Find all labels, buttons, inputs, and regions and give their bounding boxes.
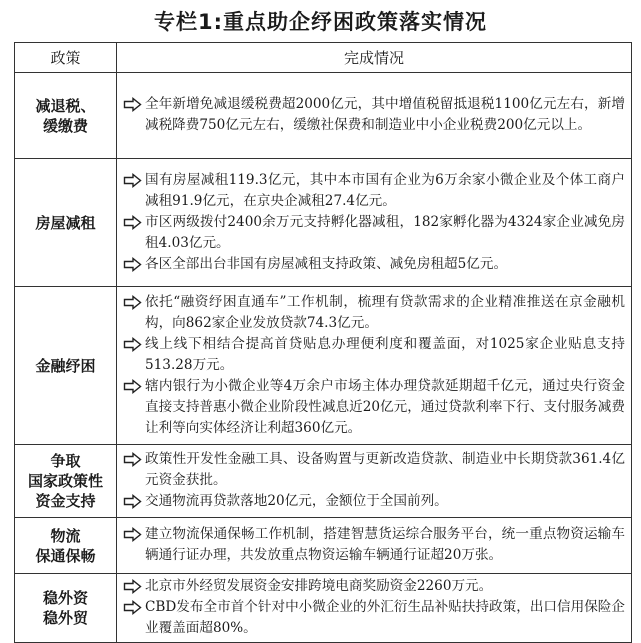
status-cell — [117, 287, 632, 445]
list-item — [123, 524, 625, 566]
arrow-right-icon — [123, 334, 145, 355]
arrow-right-icon — [123, 170, 145, 191]
item-text: 交通物流再贷款落地20亿元，金额位于全国前列。 — [145, 493, 448, 509]
item-text: 各区全部出台非国有房屋减租支持政策、减免房租超5亿元。 — [145, 255, 508, 272]
header-status: 完成情况 — [117, 43, 632, 73]
arrow-right-icon — [123, 292, 145, 313]
list-item — [123, 334, 625, 376]
list-item — [123, 491, 625, 512]
item-text: 辖内银行为小微企业等4万余户市场主体办理贷款延期超千亿元，通过央行资金直接支持普惠小微企业阶段性减息近20亿元，通过贷款利率下行、支付服务减费让利等向实体经济让利超360亿元。 — [145, 377, 625, 436]
policy-table — [14, 42, 632, 643]
list-item — [123, 597, 625, 639]
item-text: 线上线下相结合提高首贷贴息办理便利度和覆盖面，对1025家企业贴息支持513.28万元。 — [145, 335, 625, 373]
arrow-right-icon — [123, 254, 145, 275]
item-text: 建立物流保通保畅工作机制，搭建智慧货运综合服务平台，统一重点物资运输车辆通行证办理，共发放重点物资运输车辆通行证超20万张。 — [145, 526, 625, 563]
table-row — [15, 73, 632, 159]
table-row — [15, 159, 632, 287]
item-text: 全年新增免减退缓税费超2000亿元，其中增值税留抵退税1100亿元左右，新增减税降费750亿元左右，缓缴社保费和制造业中小企业税费200亿元以上。 — [145, 96, 625, 133]
item-text: 国有房屋减租119.3亿元，其中本市国有企业为6万余家小微企业及个体工商户减租91.9亿元，在京央企减租27.4亿元。 — [145, 171, 625, 209]
item-text: 依托“融资纾困直通车”工作机制，梳理有贷款需求的企业精准推送在京金融机构，向862家企业发放贷款74.3亿元。 — [145, 293, 625, 331]
arrow-right-icon — [123, 597, 145, 618]
arrow-right-icon — [123, 491, 145, 512]
list-item — [123, 94, 625, 136]
item-text: 北京市外经贸发展资金安排跨境电商奖励资金2260万元。 — [145, 578, 493, 594]
policy-cell: 减退税、 缓缴费 — [15, 73, 117, 159]
list-item — [123, 292, 625, 334]
policy-cell: 争取 国家政策性 资金支持 — [15, 445, 117, 518]
item-text: CBD发布全市首个针对中小微企业的外汇衍生品补贴扶持政策，出口信用保险企业覆盖面超80%。 — [145, 599, 625, 636]
table-row — [15, 445, 632, 518]
arrow-right-icon — [123, 524, 145, 545]
list-item — [123, 170, 625, 212]
item-text: 市区两级拨付2400余万元支持孵化器减租，182家孵化器为4324家企业减免房租4.03亿元。 — [145, 213, 625, 251]
item-text: 政策性开发性金融工具、设备购置与更新改造贷款、制造业中长期贷款361.4亿元资金获批。 — [145, 451, 625, 488]
status-cell — [117, 518, 632, 574]
arrow-right-icon — [123, 376, 145, 397]
status-cell — [117, 574, 632, 643]
list-item — [123, 254, 625, 275]
table-row — [15, 518, 632, 574]
list-item — [123, 449, 625, 491]
table-row — [15, 574, 632, 643]
policy-cell: 金融纾困 — [15, 287, 117, 445]
header-policy: 政策 — [15, 43, 117, 73]
status-cell — [117, 159, 632, 287]
policy-cell: 稳外资 稳外贸 — [15, 574, 117, 643]
table-row — [15, 287, 632, 445]
arrow-right-icon — [123, 449, 145, 470]
page-title: 专栏1:重点助企纾困政策落实情况 — [153, 10, 487, 34]
list-item — [123, 212, 625, 254]
status-cell — [117, 73, 632, 159]
arrow-right-icon — [123, 94, 145, 115]
list-item — [123, 376, 625, 439]
policy-cell: 房屋减租 — [15, 159, 117, 287]
arrow-right-icon — [123, 212, 145, 233]
arrow-right-icon — [123, 576, 145, 597]
list-item — [123, 576, 625, 597]
status-cell — [117, 445, 632, 518]
policy-cell: 物流 保通保畅 — [15, 518, 117, 574]
